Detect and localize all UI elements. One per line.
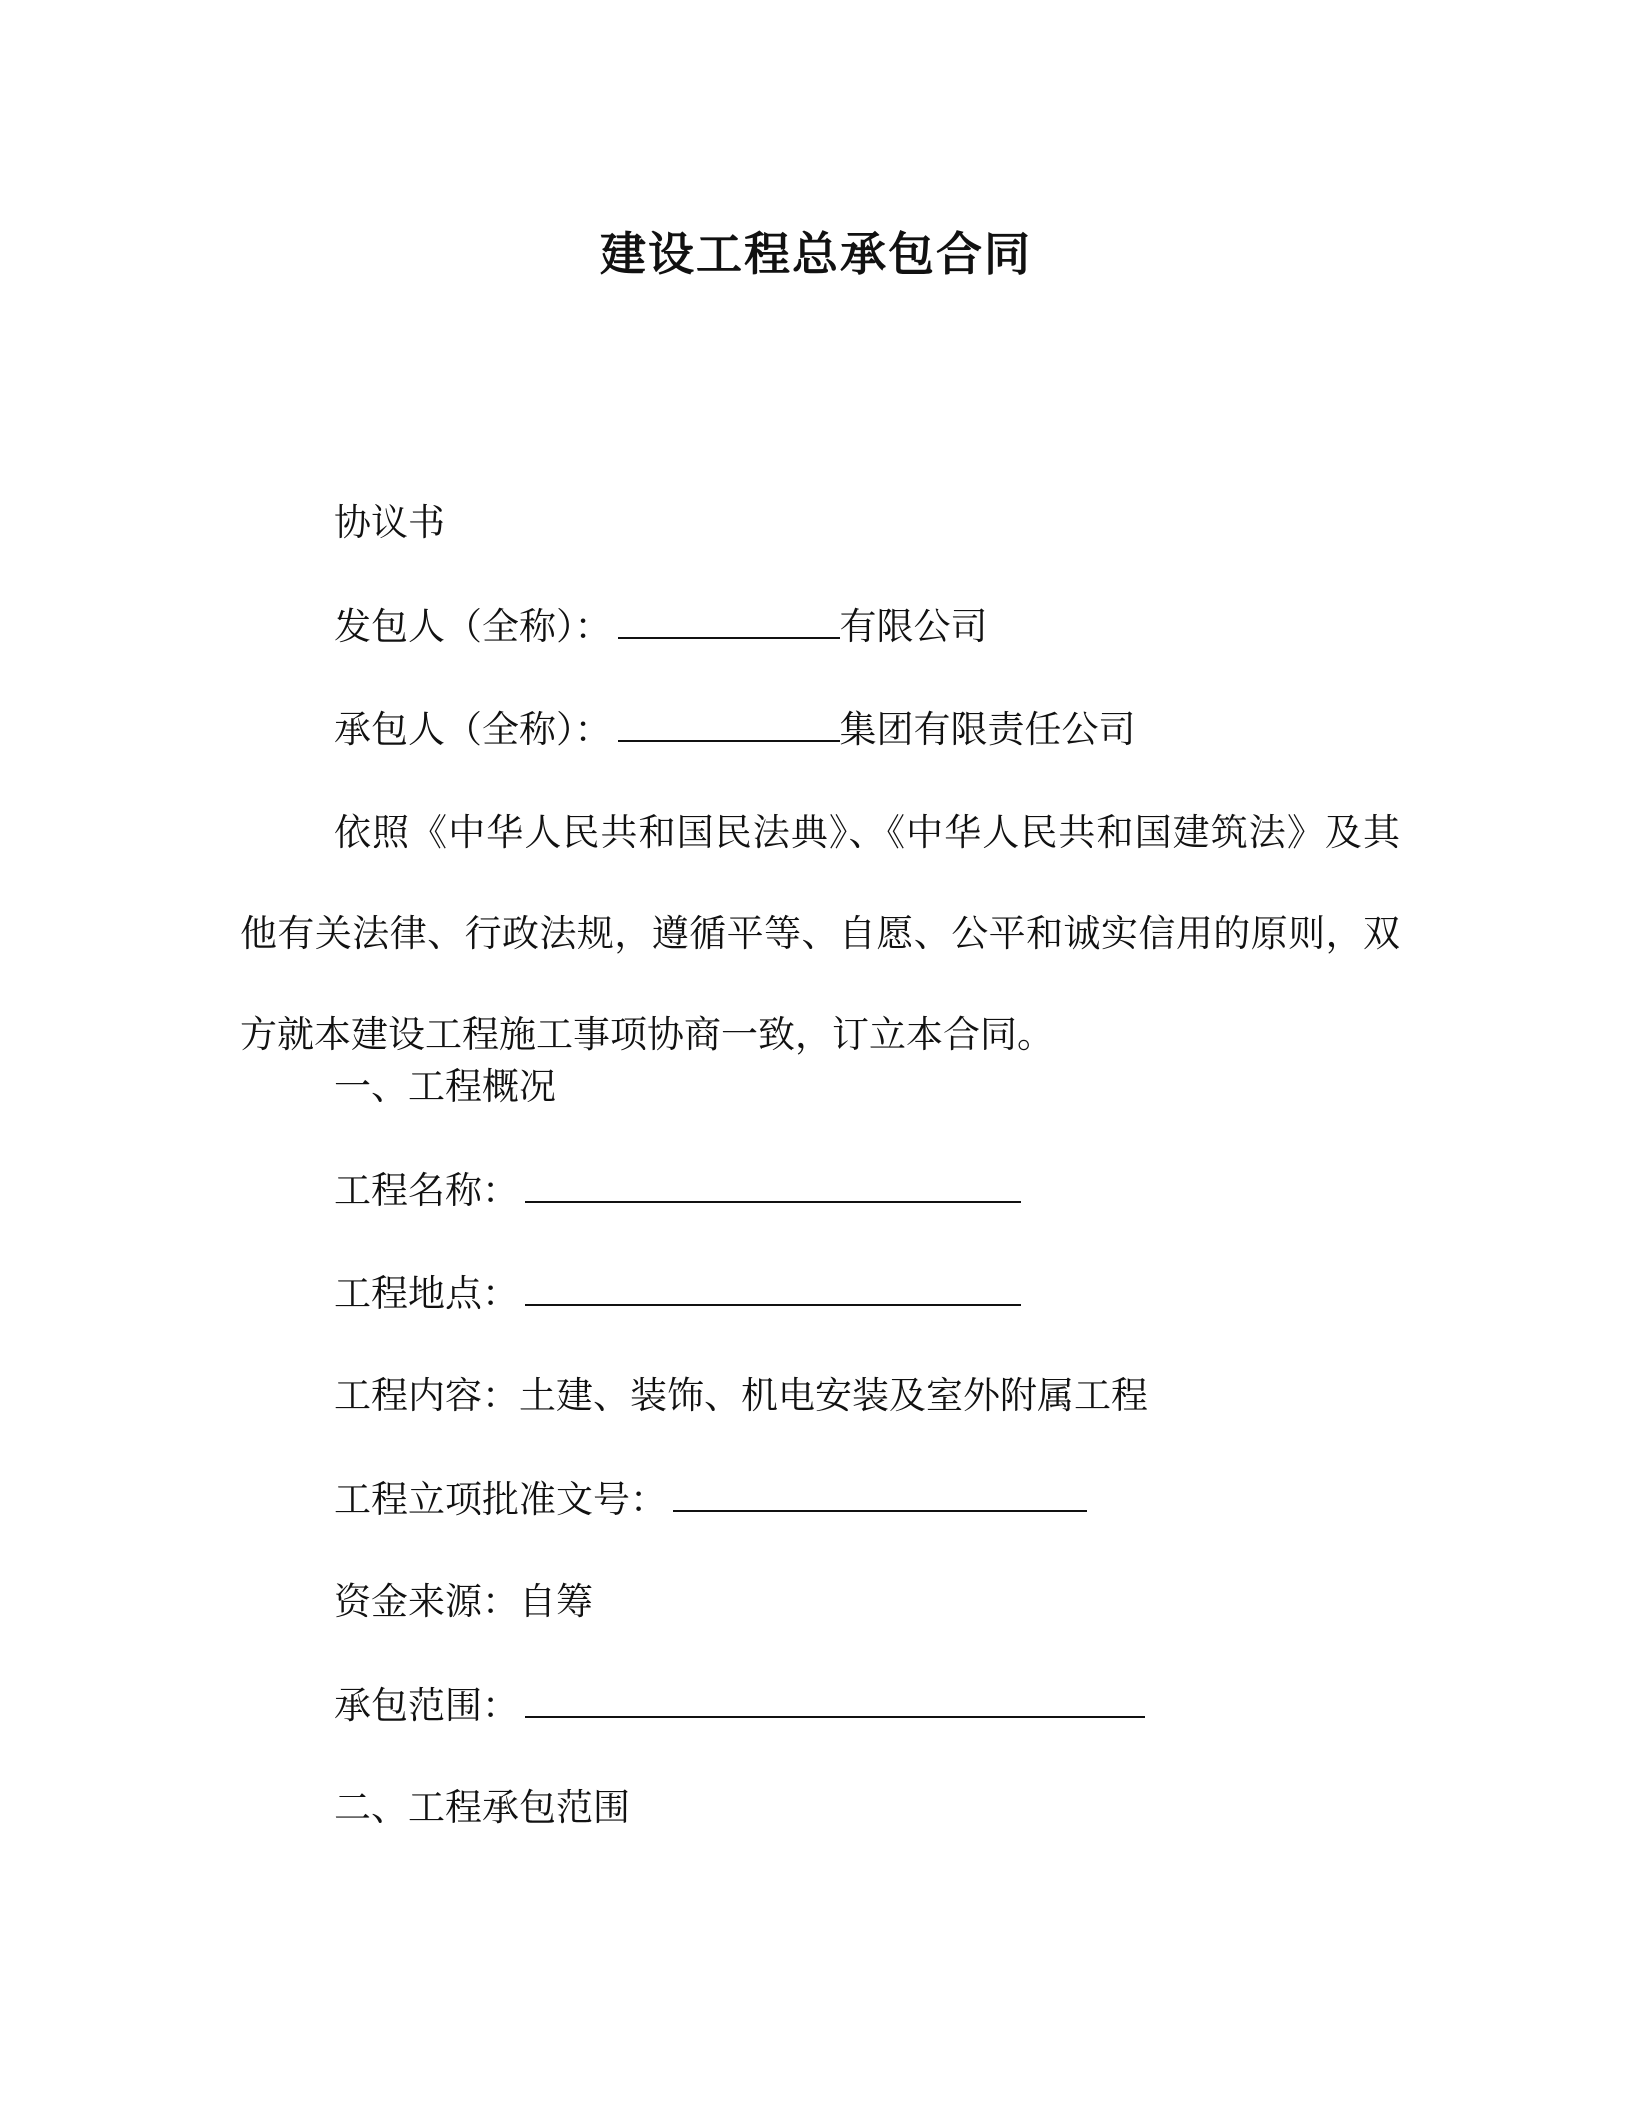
contract-scope-line <box>334 1678 1145 1733</box>
section2-heading: 二、工程承包范围 <box>334 1786 630 1829</box>
funding-source-label: 资金来源： <box>334 1580 519 1623</box>
project-name-line <box>334 1163 1021 1218</box>
approval-number-line <box>334 1472 1087 1527</box>
employer-suffix: 有限公司 <box>839 605 988 648</box>
contractor-name-blank <box>618 702 840 742</box>
funding-source-line <box>334 1575 593 1629</box>
project-location-label: 工程地点： <box>334 1272 519 1315</box>
approval-number-blank <box>673 1472 1087 1512</box>
project-name-blank <box>525 1163 1021 1203</box>
section1-heading: 一、工程概况 <box>334 1065 556 1108</box>
contractor-suffix: 集团有限责任公司 <box>839 708 1136 751</box>
agreement-label: 协议书 <box>334 501 445 544</box>
document-title: 建设工程总承包合同 <box>600 227 1032 281</box>
contract-scope-label: 承包范围： <box>334 1684 519 1727</box>
contractor-line <box>334 702 1136 757</box>
approval-number-label: 工程立项批准文号： <box>334 1478 667 1521</box>
project-location-blank <box>525 1266 1021 1306</box>
contract-scope-blank <box>525 1678 1145 1718</box>
project-name-label: 工程名称： <box>334 1169 519 1212</box>
project-content-line <box>334 1369 1148 1423</box>
contractor-label: 承包人（全称）： <box>334 708 612 751</box>
employer-label: 发包人（全称）： <box>334 605 612 648</box>
project-content-label: 工程内容： <box>334 1374 519 1417</box>
employer-line <box>334 599 988 654</box>
project-location-line <box>334 1266 1021 1321</box>
preamble-paragraph: 依照《中华人民共和国民法典》、《中华人民共和国建筑法》及其他有关法律、行政法规，遵循平等、自愿、公平和诚实信用的原则，双方就本建设工程施工事项协商一致，订立本合同。 <box>240 811 1400 1056</box>
funding-source-value: 自筹 <box>519 1580 593 1623</box>
employer-name-blank <box>618 599 840 639</box>
project-content-value: 土建、装饰、机电安装及室外附属工程 <box>519 1374 1148 1417</box>
